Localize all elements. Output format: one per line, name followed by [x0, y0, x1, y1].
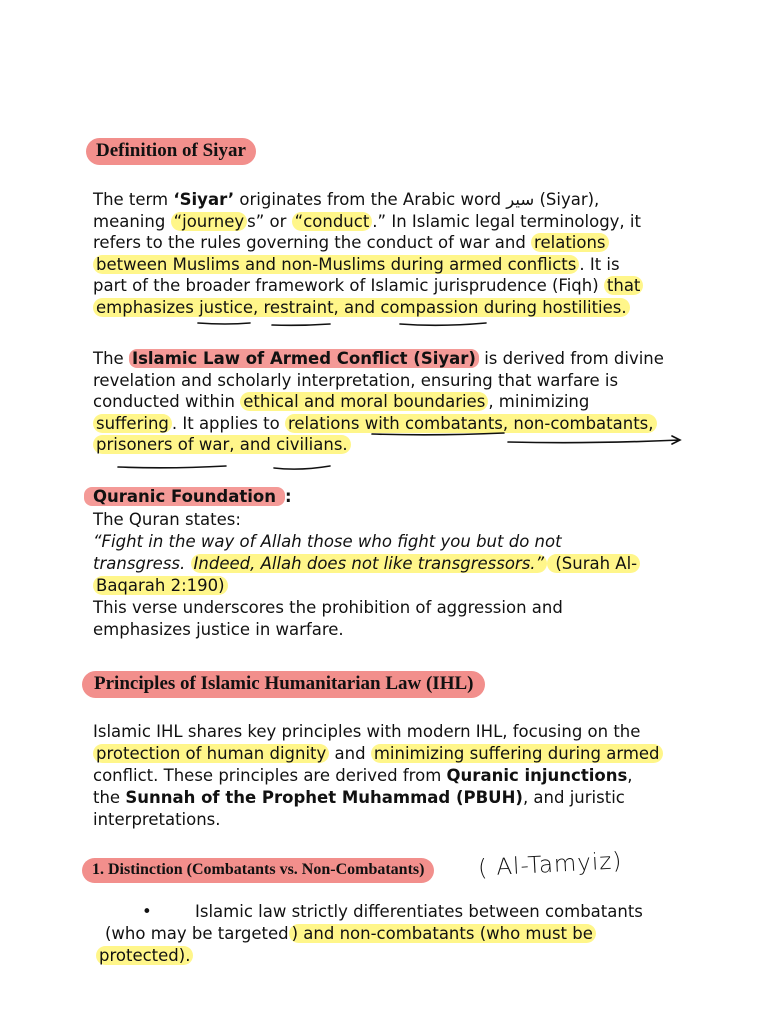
quote-line: “Fight in the way of Allah those who fight you but do not — [93, 532, 562, 551]
text-line: prisoners of war, and civilians. — [93, 434, 351, 456]
text-line: conflict. These principles are derived from Quranic injunctions, — [93, 766, 633, 785]
underline-justice — [198, 323, 250, 324]
text-line: meaning “journey s” or “conduct .” In Islamic legal terminology, it — [93, 211, 641, 231]
underline-restraint — [272, 324, 330, 325]
list-item: Islamic law strictly differentiates between combatants — [195, 902, 643, 921]
text-line: The Islamic Law of Armed Conflict (Siyar) is derived from divine — [93, 349, 664, 368]
heading-quranic-foundation: Quranic Foundation : — [84, 486, 292, 508]
arrow-non-combatants — [508, 436, 680, 444]
arabic-word: سير — [506, 190, 535, 209]
text-line: emphasizes justice in warfare. — [93, 620, 344, 639]
text-line: the Sunnah of the Prophet Muhammad (PBUH), and juristic — [93, 788, 625, 807]
text-line: revelation and scholarly interpretation, ensuring that warfare is — [93, 370, 619, 390]
quote-line: transgress. Indeed, Allah does not like transgressors.” (Surah Al- — [93, 553, 640, 575]
text-line: part of the broader framework of Islamic jurisprudence (Fiqh) that — [93, 275, 643, 297]
bullet-marker: • — [142, 902, 152, 921]
text-line: refers to the rules governing the conduct of war and relations — [93, 232, 609, 254]
text-line: protection of human dignity and minimizing suffering during armed — [93, 743, 663, 765]
text-line: This verse underscores the prohibition of aggression and — [93, 598, 563, 617]
text-line: (who may be targeted ) and non-combatants (who must be — [105, 923, 596, 945]
heading-principles-ihl: Principles of Islamic Humanitarian Law (IHL) — [82, 671, 485, 698]
underline-compassion — [400, 323, 486, 325]
text-line: interpretations. — [93, 810, 221, 829]
text-line: suffering . It applies to relations with combatants, non-combatants, — [93, 413, 657, 435]
text-line: Baqarah 2:190) — [93, 575, 228, 597]
underline-prisoners-of-war — [118, 466, 226, 468]
text-line: The Quran states: — [93, 510, 241, 529]
heading-definition-of-siyar: Definition of Siyar — [86, 138, 256, 165]
text-line: protected). — [96, 945, 193, 967]
text-line: The term ‘Siyar’ originates from the Arabic word سير (Siyar), — [93, 190, 600, 209]
text-line: between Muslims and non-Muslims during armed conflicts . It is — [93, 254, 620, 276]
handwritten-note-al-tamyiz: ( Al-Tamyiz) — [477, 848, 623, 882]
underline-with-combatants — [372, 433, 504, 435]
text-line: conducted within ethical and moral boundaries , minimizing — [93, 392, 590, 411]
heading-distinction: 1. Distinction (Combatants vs. Non-Combatants) — [82, 858, 434, 883]
text-line: Islamic IHL shares key principles with modern IHL, focusing on the — [93, 722, 641, 741]
underline-civilians — [274, 466, 330, 469]
text-line: emphasizes justice, restraint, and compassion during hostilities. — [93, 297, 630, 319]
